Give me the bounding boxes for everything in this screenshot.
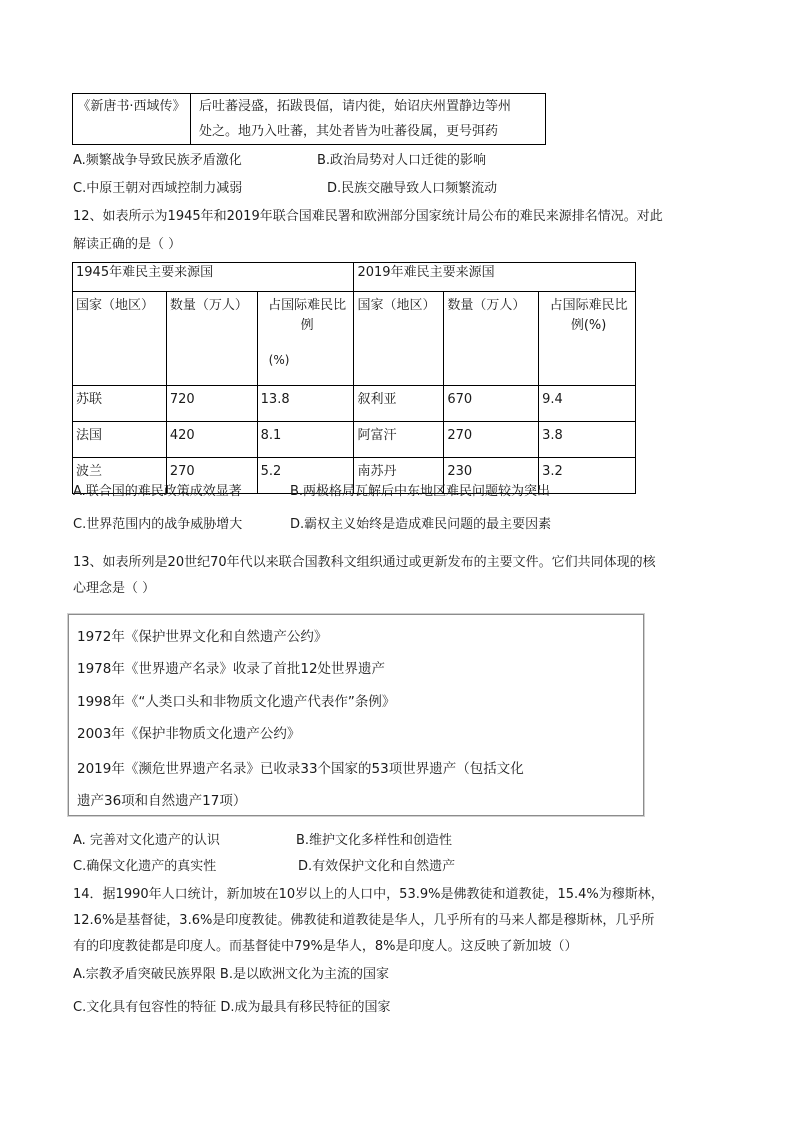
- col-pct-1945: [257, 292, 354, 386]
- q12-option-c: C.世界范围内的战争威胁增大: [73, 517, 243, 532]
- col-count-2019: 数量（万人）: [444, 292, 539, 386]
- count-2019: 670: [444, 386, 539, 422]
- source-name: 《新唐书·西域传》: [77, 99, 186, 114]
- col-pct-2019: [539, 292, 636, 386]
- q12-option-b: B.两极格局瓦解后中东地区难民问题较为突出: [290, 484, 551, 499]
- q13-option-b: B.维护文化多样性和创造性: [296, 833, 453, 848]
- q13-option-a: A. 完善对文化遗产的认识: [73, 833, 220, 848]
- col-pct-1945-line-1: 占国际难民比: [268, 298, 347, 313]
- document-line: 1972年《保护世界文化和自然遗产公约》: [77, 629, 328, 645]
- source-text-line-2: 处之。地乃入吐蕃，其处者皆为吐蕃役属，更号弭药: [199, 124, 499, 139]
- group-1945-header: 1945年难民主要来源国: [73, 263, 354, 292]
- col-pct-1945-line-3: (%): [268, 353, 290, 367]
- q14-options-line-1: A.宗教矛盾突破民族界限 B.是以欧洲文化为主流的国家: [73, 967, 389, 982]
- col-count-1945: 数量（万人）: [166, 292, 257, 386]
- source-text-line-1: 后吐蕃浸盛，拓跋畏偪，请内徙，始诏庆州置静边等州: [199, 99, 512, 114]
- count-2019: 270: [444, 422, 539, 458]
- source-text-cell: [191, 94, 546, 145]
- q13-option-d: D.有效保护文化和自然遗产: [298, 859, 456, 874]
- country-1945: 波兰: [73, 458, 167, 494]
- document-line: 2003年《保护非物质文化遗产公约》: [77, 726, 301, 742]
- count-2019: 230: [444, 458, 539, 494]
- table-row: [73, 386, 636, 422]
- q12-stem-line-1: 12、如表所示为1945年和2019年联合国难民署和欧洲部分国家统计局公布的难民来源排名情况。对此: [73, 209, 663, 224]
- q12-option-d: D.霸权主义始终是造成难民问题的最主要因素: [290, 517, 552, 532]
- q12-option-a: A.联合国的难民政策成效显著: [73, 484, 242, 499]
- table-row: [73, 422, 636, 458]
- count-1945: 720: [166, 386, 257, 422]
- q14-stem-line-1: 14．据1990年人口统计，新加坡在10岁以上的人口中，53.9%是佛教徒和道教徒，15.4%为穆斯林，: [73, 887, 664, 902]
- col-pct-1945-line-2: 例: [300, 318, 314, 333]
- pct-2019: 3.8: [539, 422, 636, 458]
- document-line: 1978年《世界遗产名录》收录了首批12处世界遗产: [77, 661, 386, 677]
- count-1945: 270: [166, 458, 257, 494]
- col-country-1945: 国家（地区）: [73, 292, 167, 386]
- q12-stem-line-2: 解读正确的是（ ）: [73, 237, 182, 252]
- documents-box: [68, 614, 644, 816]
- document-line: 2019年《濒危世界遗产名录》已收录33个国家的53项世界遗产（包括文化: [77, 761, 524, 777]
- col-pct-2019-line-2: 例(%): [570, 318, 607, 333]
- document-line: 遗产36项和自然遗产17项）: [77, 793, 247, 809]
- refugee-table: [72, 262, 636, 494]
- q14-stem-line-2: 12.6%是基督徒，3.6%是印度教徒。佛教徒和道教徒是华人，几乎所有的马来人都是穆斯林，几乎所: [73, 913, 655, 928]
- source-table: [72, 93, 546, 145]
- pct-1945: 8.1: [257, 422, 354, 458]
- group-2019-header: 2019年难民主要来源国: [354, 263, 636, 292]
- q13-stem-line-1: 13、如表所列是20世纪70年代以来联合国教科文组织通过或更新发布的主要文件。它们共同体现的核: [73, 555, 656, 570]
- col-pct-2019-line-1: 占国际难民比: [549, 298, 628, 313]
- q11-option-b: B.政治局势对人口迁徙的影响: [317, 153, 487, 168]
- q11-option-c: C.中原王朝对西域控制力减弱: [73, 181, 243, 196]
- pct-1945: 13.8: [257, 386, 354, 422]
- country-2019: 南苏丹: [354, 458, 444, 494]
- q14-options-line-2: C.文化具有包容性的特征 D.成为最具有移民特征的国家: [73, 1000, 391, 1015]
- q11-option-d: D.民族交融导致人口频繁流动: [327, 181, 498, 196]
- country-2019: 叙利亚: [354, 386, 444, 422]
- q14-stem-line-3: 有的印度教徒都是印度人。而基督徒中79%是华人，8%是印度人。这反映了新加坡（）: [73, 939, 578, 954]
- count-1945: 420: [166, 422, 257, 458]
- pct-2019: 9.4: [539, 386, 636, 422]
- document-line: 1998年《“人类口头和非物质文化遗产代表作”条例》: [77, 694, 396, 710]
- pct-2019: 3.2: [539, 458, 636, 494]
- col-country-2019: 国家（地区）: [354, 292, 444, 386]
- country-1945: 法国: [73, 422, 167, 458]
- country-2019: 阿富汗: [354, 422, 444, 458]
- source-cell: [73, 94, 191, 145]
- pct-1945: 5.2: [257, 458, 354, 494]
- country-1945: 苏联: [73, 386, 167, 422]
- q13-option-c: C.确保文化遗产的真实性: [73, 859, 217, 874]
- q11-option-a: A.频繁战争导致民族矛盾激化: [73, 153, 242, 168]
- q13-stem-line-2: 心理念是（ ）: [73, 581, 156, 596]
